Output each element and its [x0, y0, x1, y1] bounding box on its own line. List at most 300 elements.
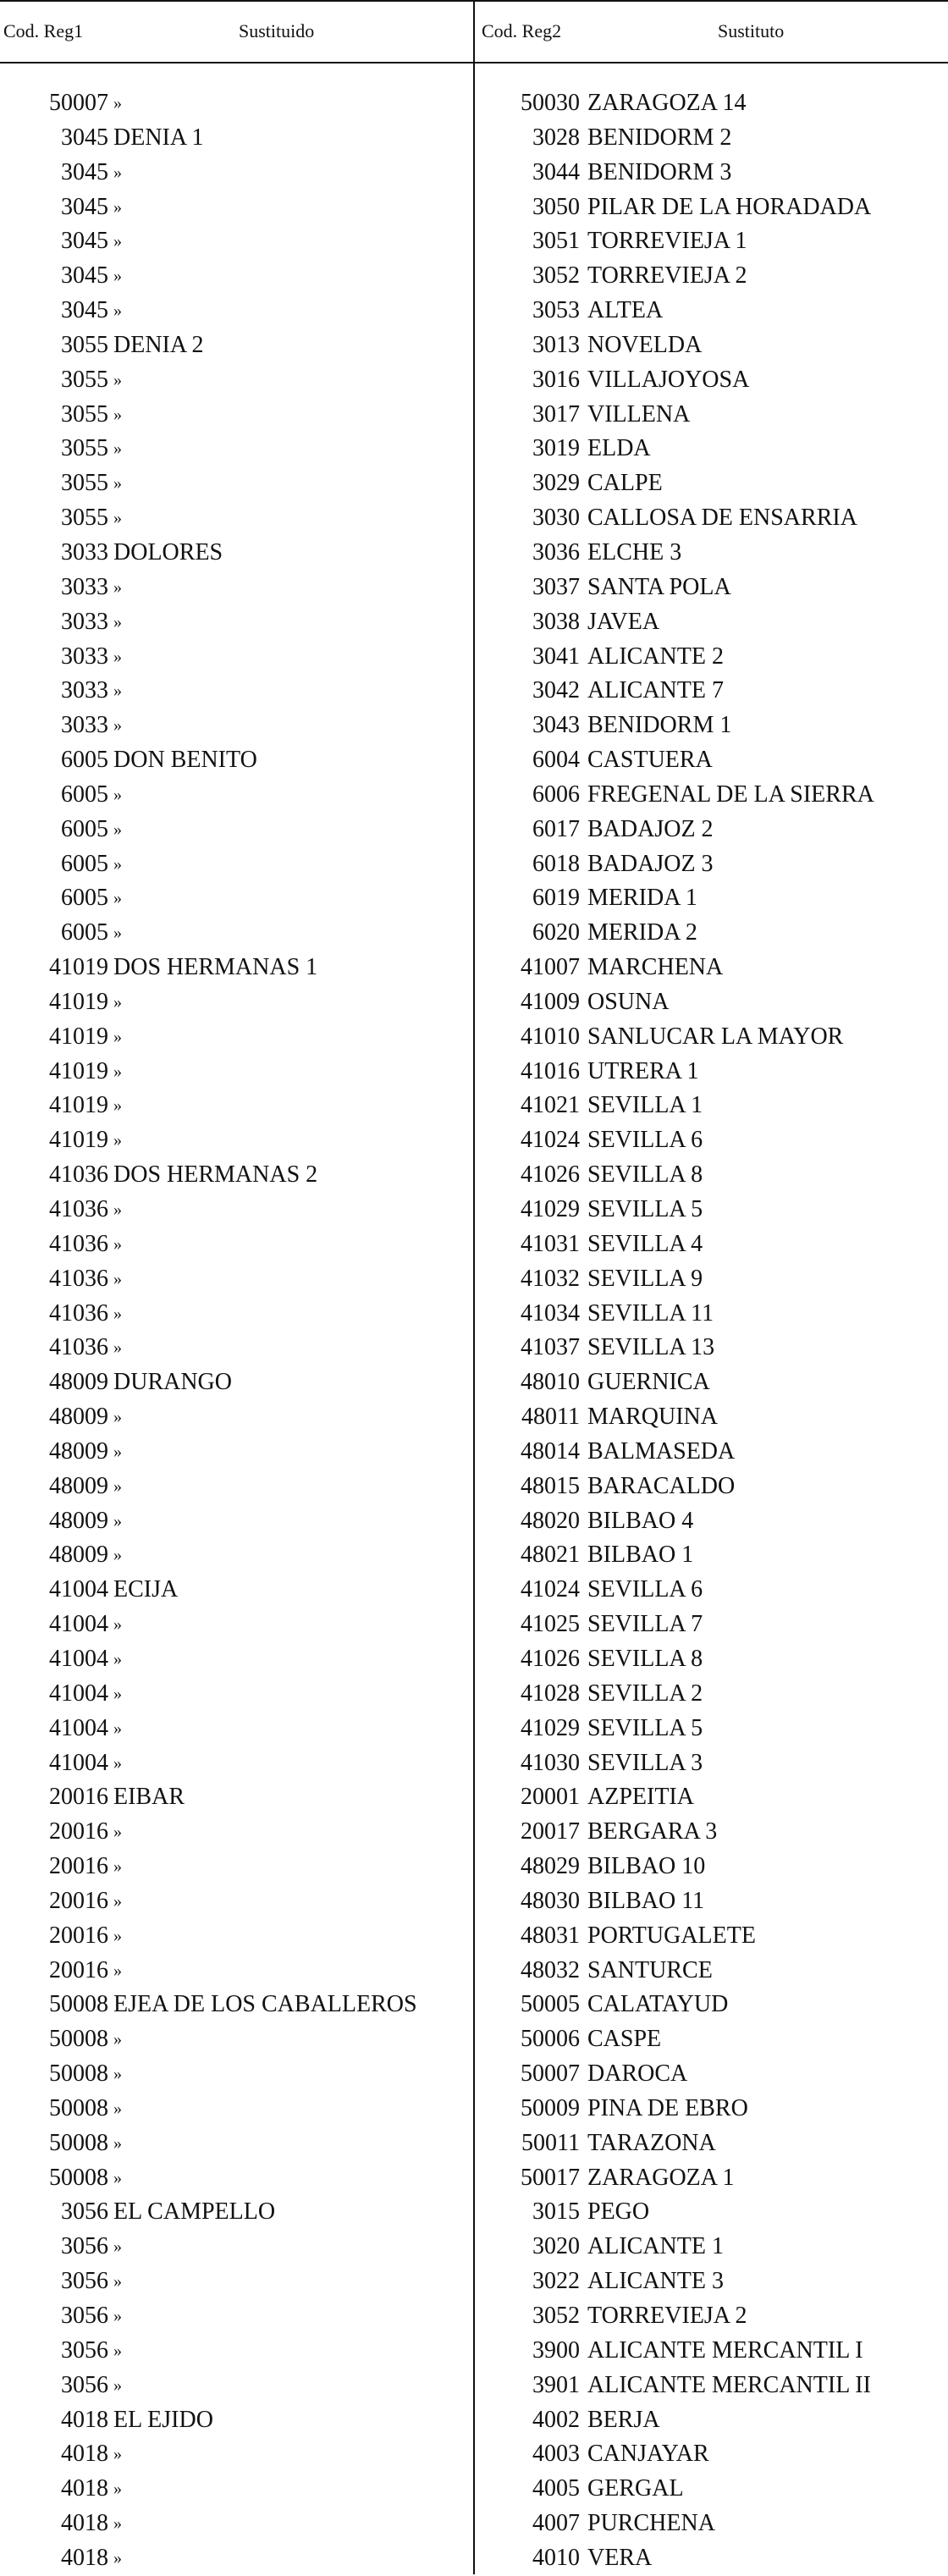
cod-reg1-cell: 41019: [49, 1023, 108, 1050]
sustituido-cell: EL CAMPELLO: [113, 2198, 276, 2226]
sustituido-cell: »: [113, 1891, 122, 1911]
table-row: [0, 224, 948, 259]
table-row: [0, 2369, 948, 2403]
sustituto-cell: BADAJOZ 3: [587, 850, 714, 877]
cod-reg2-cell: 6019: [532, 885, 580, 912]
cod-reg2-cell: 4003: [532, 2441, 580, 2468]
cod-reg1-cell: 41004: [49, 1645, 108, 1672]
cod-reg1-cell: 50007: [49, 90, 108, 116]
cod-reg2-cell: 20017: [521, 1818, 580, 1845]
sustituto-cell: PILAR DE LA HORADADA: [587, 193, 872, 220]
cod-reg1-cell: 4018: [61, 2475, 108, 2502]
cod-reg1-cell: 20016: [49, 1956, 108, 1983]
table-row: [0, 1365, 948, 1400]
cod-reg1-cell: 3033: [61, 643, 108, 670]
sustituto-cell: ELDA: [587, 435, 651, 462]
cod-reg1-cell: 48009: [49, 1472, 108, 1499]
cod-reg1-cell: 6005: [61, 885, 108, 912]
sustituto-cell: DAROCA: [587, 2060, 688, 2088]
table-row: [0, 1123, 948, 1158]
sustituto-cell: BALMASEDA: [587, 1437, 736, 1465]
table-row: [0, 743, 948, 778]
sustituto-cell: MARCHENA: [587, 954, 724, 981]
sustituto-cell: TORREVIEJA 1: [587, 228, 747, 255]
sustituido-cell: »: [113, 1649, 122, 1669]
sustituto-cell: PEGO: [587, 2198, 650, 2226]
cod-reg2-cell: 41024: [521, 1127, 580, 1154]
table-row: [0, 2092, 948, 2126]
cod-reg1-cell: 6005: [61, 815, 108, 842]
cod-reg2-cell: 41009: [521, 988, 580, 1015]
sustituto-cell: CANJAYAR: [587, 2441, 709, 2468]
sustituto-cell: ALICANTE MERCANTIL I: [587, 2336, 863, 2364]
cod-reg2-cell: 4007: [532, 2510, 580, 2537]
cod-reg1-cell: 3033: [61, 538, 108, 565]
cod-reg1-cell: 41019: [49, 1127, 108, 1154]
sustituto-cell: BERJA: [587, 2406, 660, 2433]
cod-reg2-cell: 3053: [532, 297, 580, 324]
sustituido-cell: ECIJA: [113, 1576, 179, 1603]
cod-reg1-cell: 3056: [61, 2268, 108, 2295]
cod-reg1-cell: 50008: [49, 2129, 108, 2156]
sustituido-cell: »: [113, 612, 122, 632]
table-row: [0, 1262, 948, 1297]
sustituido-cell: »: [113, 2375, 122, 2395]
sustituto-cell: MARQUINA: [587, 1404, 718, 1431]
cod-reg1-cell: 41036: [49, 1230, 108, 1257]
cod-reg2-cell: 48031: [521, 1922, 580, 1949]
sustituido-cell: »: [113, 1200, 122, 1219]
table-row: [0, 2334, 948, 2369]
sustituto-cell: ALICANTE 3: [587, 2268, 724, 2295]
table-row: [0, 1193, 948, 1227]
cod-reg1-cell: 3045: [61, 262, 108, 290]
header-cod-reg2: Cod. Reg2: [482, 19, 562, 41]
sustituido-cell: »: [113, 232, 122, 251]
sustituido-cell: EL EJIDO: [113, 2406, 213, 2433]
table-row: [0, 1055, 948, 1089]
sustituido-cell: »: [113, 2514, 122, 2534]
sustituido-cell: DOS HERMANAS 1: [113, 954, 318, 981]
cod-reg1-cell: 4018: [61, 2544, 108, 2571]
cod-reg1-cell: 3045: [61, 193, 108, 220]
sustituto-cell: ALICANTE 2: [587, 643, 724, 670]
cod-reg1-cell: 3056: [61, 2336, 108, 2364]
sustituido-cell: EJEA DE LOS CABALLEROS: [113, 1991, 417, 2018]
table-row: [0, 1538, 948, 1573]
cod-reg2-cell: 41028: [521, 1680, 580, 1707]
sustituto-cell: NOVELDA: [587, 331, 703, 358]
sustituto-cell: CALLOSA DE ENSARRIA: [587, 505, 857, 532]
sustituido-cell: »: [113, 1961, 122, 1980]
sustituto-cell: SEVILLA 4: [587, 1230, 703, 1257]
table-row: [0, 1919, 948, 1954]
table-row: [0, 2264, 948, 2299]
cod-reg1-cell: 3055: [61, 470, 108, 497]
table-row: [0, 813, 948, 847]
table-row: [0, 1504, 948, 1539]
sustituido-cell: »: [113, 1684, 122, 1703]
table-row: [0, 1573, 948, 1608]
sustituto-cell: BENIDORM 1: [587, 712, 732, 739]
cod-reg2-cell: 6017: [532, 815, 580, 842]
table-row: [0, 881, 948, 916]
sustituido-cell: »: [113, 474, 122, 494]
sustituto-cell: BILBAO 4: [587, 1507, 694, 1534]
sustituto-cell: CALPE: [587, 470, 663, 497]
table-row: [0, 2057, 948, 2092]
cod-reg2-cell: 3015: [532, 2198, 580, 2226]
table-row: [0, 2541, 948, 2576]
table-row: [0, 571, 948, 605]
sustituto-cell: MERIDA 1: [587, 885, 697, 912]
sustituido-cell: »: [113, 1926, 122, 1945]
header-sustituido: Sustituido: [239, 19, 315, 41]
table-row: [0, 432, 948, 466]
sustituto-cell: GUERNICA: [587, 1369, 710, 1396]
sustituto-cell: BILBAO 10: [587, 1853, 706, 1880]
sustituto-cell: BENIDORM 2: [587, 124, 732, 151]
table-row: [0, 328, 948, 363]
table-row: [0, 2022, 948, 2057]
cod-reg1-cell: 41036: [49, 1334, 108, 1361]
table-row: [0, 1677, 948, 1712]
sustituido-cell: »: [113, 1234, 122, 1254]
cod-reg1-cell: 3045: [61, 228, 108, 255]
cod-reg2-cell: 3028: [532, 124, 580, 151]
cod-reg1-cell: 20016: [49, 1887, 108, 1914]
sustituto-cell: TORREVIEJA 2: [587, 262, 747, 290]
sustituido-cell: »: [113, 1615, 122, 1635]
cod-reg2-cell: 3022: [532, 2268, 580, 2295]
cod-reg2-cell: 3036: [532, 538, 580, 565]
sustituto-cell: VERA: [587, 2544, 653, 2571]
sustituto-cell: ALTEA: [587, 297, 664, 324]
sustituido-cell: »: [113, 1857, 122, 1877]
cod-reg1-cell: 6005: [61, 919, 108, 946]
sustituto-cell: UTRERA 1: [587, 1057, 699, 1084]
table-row: [0, 1884, 948, 1919]
table-row: [0, 2299, 948, 2334]
sustituido-cell: »: [113, 647, 122, 666]
sustituto-cell: SEVILLA 5: [587, 1714, 703, 1741]
cod-reg2-cell: 3052: [532, 2303, 580, 2329]
cod-reg1-cell: 48009: [49, 1437, 108, 1465]
sustituido-cell: »: [113, 1096, 122, 1116]
table-row: [0, 985, 948, 1020]
cod-reg1-cell: 50008: [49, 2094, 108, 2121]
table-row: [0, 605, 948, 640]
cod-reg2-cell: 48014: [521, 1437, 580, 1465]
cod-reg1-cell: 41004: [49, 1576, 108, 1603]
sustituto-cell: BILBAO 11: [587, 1887, 705, 1914]
sustituto-cell: SEVILLA 6: [587, 1576, 703, 1603]
cod-reg2-cell: 41034: [521, 1299, 580, 1327]
table-row: [0, 363, 948, 398]
cod-reg2-cell: 41025: [521, 1611, 580, 1638]
cod-reg2-cell: 3051: [532, 228, 580, 255]
cod-reg1-cell: 48009: [49, 1507, 108, 1534]
sustituido-cell: »: [113, 2030, 122, 2049]
sustituido-cell: DENIA 2: [113, 331, 204, 358]
cod-reg2-cell: 20001: [521, 1784, 580, 1811]
table-row: [0, 2507, 948, 2541]
sustituto-cell: VILLENA: [587, 400, 691, 427]
sustituido-cell: »: [113, 1408, 122, 1427]
cod-reg2-cell: 50011: [521, 2129, 580, 2156]
cod-reg1-cell: 50008: [49, 2026, 108, 2053]
table-row: [0, 2161, 948, 2196]
cod-reg2-cell: 48011: [521, 1404, 580, 1431]
sustituto-cell: OSUNA: [587, 988, 670, 1015]
table-row: [0, 2472, 948, 2507]
cod-reg2-cell: 48030: [521, 1887, 580, 1914]
sustituto-cell: SEVILLA 5: [587, 1196, 703, 1222]
cod-reg2-cell: 4010: [532, 2544, 580, 2571]
sustituto-cell: BILBAO 1: [587, 1542, 694, 1569]
cod-reg1-cell: 41019: [49, 1057, 108, 1084]
sustituido-cell: »: [113, 301, 122, 321]
sustituto-cell: MERIDA 2: [587, 919, 697, 946]
sustituido-cell: »: [113, 439, 122, 459]
cod-reg2-cell: 41026: [521, 1645, 580, 1672]
table-row: [0, 916, 948, 951]
cod-reg1-cell: 3045: [61, 158, 108, 185]
sustituto-cell: PORTUGALETE: [587, 1922, 756, 1949]
cod-reg2-cell: 48021: [521, 1542, 580, 1569]
table-row: [0, 156, 948, 190]
cod-reg1-cell: 41004: [49, 1749, 108, 1776]
table-row: [0, 501, 948, 536]
sustituido-cell: »: [113, 2272, 122, 2292]
cod-reg1-cell: 41004: [49, 1611, 108, 1638]
cod-reg2-cell: 50017: [521, 2164, 580, 2191]
table-row: [0, 1227, 948, 1262]
sustituido-cell: »: [113, 1269, 122, 1288]
cod-reg2-cell: 3043: [532, 712, 580, 739]
cod-reg1-cell: 20016: [49, 1818, 108, 1845]
sustituto-cell: SEVILLA 8: [587, 1161, 703, 1189]
cod-reg1-cell: 6005: [61, 850, 108, 877]
cod-reg2-cell: 41037: [521, 1334, 580, 1361]
sustituido-cell: »: [113, 1546, 122, 1565]
sustituido-cell: »: [113, 1753, 122, 1773]
table-row: [0, 1020, 948, 1055]
cod-reg1-cell: 41036: [49, 1161, 108, 1189]
sustituto-cell: SEVILLA 8: [587, 1645, 703, 1672]
cod-reg1-cell: 4018: [61, 2441, 108, 2468]
cod-reg1-cell: 3055: [61, 435, 108, 462]
table-row: [0, 1400, 948, 1435]
sustituto-cell: PURCHENA: [587, 2510, 715, 2537]
table-row: [0, 1297, 948, 1332]
cod-reg2-cell: 3052: [532, 262, 580, 290]
sustituto-cell: BARACALDO: [587, 1472, 736, 1499]
sustituto-cell: JAVEA: [587, 608, 660, 635]
cod-reg1-cell: 48009: [49, 1369, 108, 1396]
cod-reg2-cell: 4002: [532, 2406, 580, 2433]
sustituido-cell: »: [113, 2445, 122, 2464]
table-row: [0, 1746, 948, 1781]
cod-reg2-cell: 50030: [521, 90, 580, 116]
sustituto-cell: BERGARA 3: [587, 1818, 718, 1845]
cod-reg2-cell: 3041: [532, 643, 580, 670]
header-cod-reg1: Cod. Reg1: [3, 19, 84, 41]
cod-reg2-cell: 3019: [532, 435, 580, 462]
sustituto-cell: SEVILLA 13: [587, 1334, 715, 1361]
table-row: [0, 1331, 948, 1365]
sustituto-cell: SEVILLA 11: [587, 1299, 714, 1327]
cod-reg2-cell: 3901: [532, 2371, 580, 2398]
sustituto-cell: TORREVIEJA 2: [587, 2303, 747, 2329]
cod-reg1-cell: 4018: [61, 2406, 108, 2433]
sustituto-cell: ZARAGOZA 1: [587, 2164, 735, 2191]
cod-reg2-cell: 6004: [532, 747, 580, 774]
cod-reg2-cell: 50009: [521, 2094, 580, 2121]
cod-reg2-cell: 4005: [532, 2475, 580, 2502]
cod-reg1-cell: 3055: [61, 400, 108, 427]
sustituido-cell: »: [113, 1027, 122, 1046]
cod-reg2-cell: 41010: [521, 1023, 580, 1050]
table-row: [0, 1470, 948, 1504]
cod-reg2-cell: 3042: [532, 677, 580, 704]
cod-reg1-cell: 3045: [61, 297, 108, 324]
cod-reg1-cell: 3056: [61, 2198, 108, 2226]
sustituido-cell: »: [113, 2133, 122, 2153]
cod-reg1-cell: 4018: [61, 2510, 108, 2537]
table-row: [0, 1850, 948, 1884]
cod-reg1-cell: 3056: [61, 2371, 108, 2398]
sustituido-cell: DENIA 1: [113, 124, 204, 151]
sustituido-cell: DOLORES: [113, 538, 223, 565]
table-row: [0, 674, 948, 709]
sustituido-cell: »: [113, 1131, 122, 1150]
cod-reg2-cell: 41031: [521, 1230, 580, 1257]
cod-reg1-cell: 41019: [49, 988, 108, 1015]
sustituido-cell: »: [113, 819, 122, 839]
sustituido-cell: DON BENITO: [113, 747, 257, 774]
sustituido-cell: »: [113, 1476, 122, 1496]
cod-reg2-cell: 3016: [532, 366, 580, 393]
cod-reg1-cell: 3055: [61, 331, 108, 358]
cod-reg2-cell: 3038: [532, 608, 580, 635]
sustituido-cell: »: [113, 509, 122, 528]
cod-reg2-cell: 41029: [521, 1196, 580, 1222]
cod-reg2-cell: 48032: [521, 1956, 580, 1983]
sustituido-cell: »: [113, 267, 122, 286]
cod-reg1-cell: 41036: [49, 1299, 108, 1327]
sustituido-cell: EIBAR: [113, 1784, 185, 1811]
sustituto-cell: SEVILLA 6: [587, 1127, 703, 1154]
sustituido-cell: DOS HERMANAS 2: [113, 1161, 318, 1189]
cod-reg2-cell: 48020: [521, 1507, 580, 1534]
sustituto-cell: SEVILLA 1: [587, 1092, 703, 1119]
sustituido-cell: »: [113, 992, 122, 1012]
sustituido-cell: »: [113, 1718, 122, 1738]
cod-reg2-cell: 41032: [521, 1265, 580, 1292]
table-row: [0, 2437, 948, 2472]
cod-reg1-cell: 3055: [61, 505, 108, 532]
sustituto-cell: CASPE: [587, 2026, 662, 2053]
sustituto-cell: ELCHE 3: [587, 538, 682, 565]
sustituto-cell: SEVILLA 2: [587, 1680, 703, 1707]
sustituido-cell: »: [113, 681, 122, 701]
header-sustituto: Sustituto: [718, 19, 785, 41]
sustituido-cell: »: [113, 924, 122, 943]
sustituido-cell: »: [113, 1442, 122, 1461]
cod-reg2-cell: 6020: [532, 919, 580, 946]
sustituto-cell: VILLAJOYOSA: [587, 366, 750, 393]
cod-reg2-cell: 3044: [532, 158, 580, 185]
cod-reg2-cell: 50006: [521, 2026, 580, 2053]
sustituido-cell: »: [113, 2341, 122, 2360]
table-row: [0, 1954, 948, 1989]
sustituto-cell: CASTUERA: [587, 747, 713, 774]
sustituto-cell: BADAJOZ 2: [587, 815, 714, 842]
sustituto-cell: SEVILLA 3: [587, 1749, 703, 1776]
table-row: [0, 190, 948, 225]
cod-reg2-cell: 6018: [532, 850, 580, 877]
sustituto-cell: ALICANTE 7: [587, 677, 724, 704]
table-row: [0, 1435, 948, 1470]
table-row: [0, 1780, 948, 1815]
table-row: [0, 466, 948, 501]
cod-reg2-cell: 41021: [521, 1092, 580, 1119]
sustituto-cell: AZPEITIA: [587, 1784, 694, 1811]
cod-reg1-cell: 20016: [49, 1784, 108, 1811]
sustituto-cell: SEVILLA 7: [587, 1611, 703, 1638]
table-row: [0, 1642, 948, 1677]
table-row: [0, 709, 948, 743]
cod-reg1-cell: 20016: [49, 1922, 108, 1949]
sustituido-cell: »: [113, 405, 122, 424]
sustituido-cell: »: [113, 785, 122, 804]
sustituto-cell: TARAZONA: [587, 2129, 716, 2156]
table-row: [0, 1608, 948, 1642]
cod-reg2-cell: 3020: [532, 2233, 580, 2260]
table-row: [0, 398, 948, 433]
table-row: [0, 1815, 948, 1850]
cod-reg1-cell: 50008: [49, 1991, 108, 2018]
cod-reg2-cell: 6006: [532, 781, 580, 808]
sustituido-cell: »: [113, 1823, 122, 1842]
sustituido-cell: »: [113, 2548, 122, 2568]
sustituido-cell: »: [113, 2168, 122, 2187]
cod-reg2-cell: 41007: [521, 954, 580, 981]
sustituido-cell: »: [113, 2307, 122, 2325]
sustituto-cell: ALICANTE MERCANTIL II: [587, 2371, 871, 2398]
sustituto-cell: SEVILLA 9: [587, 1265, 703, 1292]
sustituto-cell: CALATAYUD: [587, 1991, 729, 2018]
cod-reg1-cell: 3056: [61, 2233, 108, 2260]
cod-reg1-cell: 50008: [49, 2060, 108, 2088]
cod-reg1-cell: 3033: [61, 677, 108, 704]
cod-reg1-cell: 20016: [49, 1853, 108, 1880]
cod-reg2-cell: 41026: [521, 1161, 580, 1189]
sustituido-cell: »: [113, 2237, 122, 2257]
cod-reg2-cell: 41024: [521, 1576, 580, 1603]
table-row: [0, 778, 948, 813]
cod-reg2-cell: 3050: [532, 193, 580, 220]
table-row: [0, 1089, 948, 1123]
sustituido-cell: »: [113, 2479, 122, 2499]
cod-reg2-cell: 48010: [521, 1369, 580, 1396]
cod-reg1-cell: 41019: [49, 954, 108, 981]
sustituto-cell: SANTA POLA: [587, 573, 731, 600]
sustituto-cell: FREGENAL DE LA SIERRA: [587, 781, 874, 808]
cod-reg1-cell: 41004: [49, 1714, 108, 1741]
cod-reg1-cell: 41004: [49, 1680, 108, 1707]
